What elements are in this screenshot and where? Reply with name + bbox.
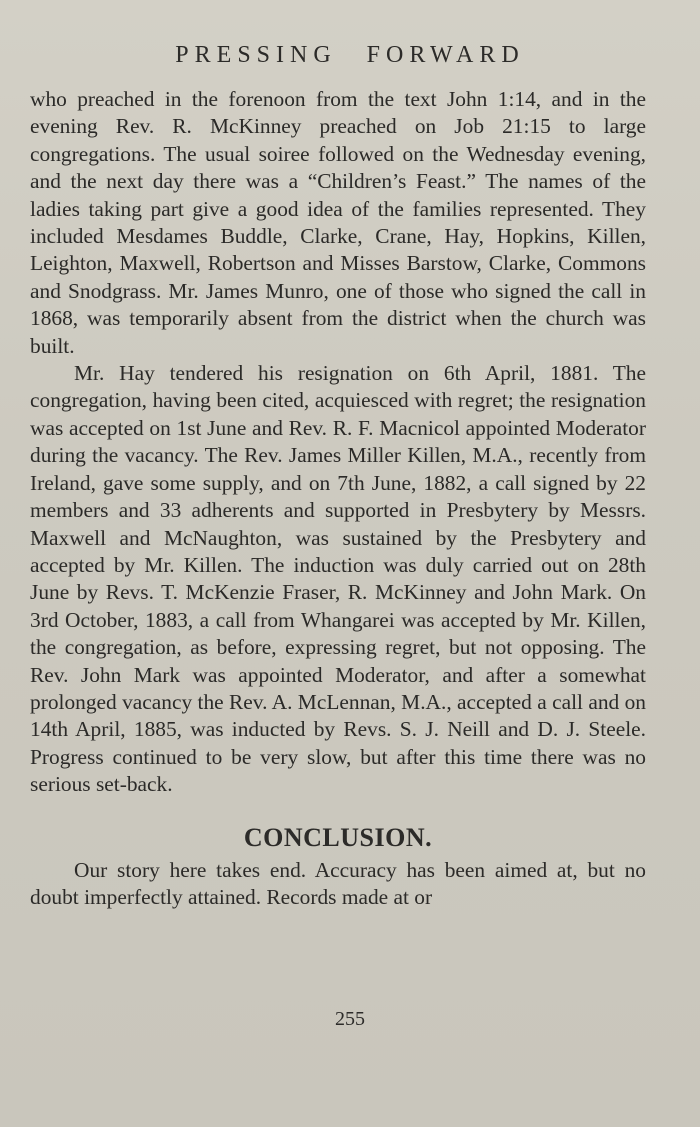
body-text xyxy=(30,86,646,911)
running-head: PRESSING FORWARD xyxy=(175,42,525,68)
section-heading: CONCLUSION. xyxy=(243,822,433,852)
paragraph-3: Our story here takes end. Accuracy has been aimed at, but no doubt imperfectly attained. Records made at or xyxy=(30,857,646,909)
paragraph-2: Mr. Hay tendered his resignation on 6th April, 1881. The congregation, having been cited, acquiesced with regret; the resignation was accepted on 1st June and Rev. R. F. Macnicol appointed Moderator during the vacancy. The Rev. James Miller Killen, M.A., recently from Ireland, gave some supply, and on 7th June, 1882, a call signed by 22 members and 33 adherents and supported in Presbytery by Messrs. Maxwell and McNaughton, was sustained by the Presbytery and accepted by Mr. Killen. The induction was duly carried out on 28th June by Revs. T. McKenzie Fraser, R. McKinney and John Mark. On 3rd October, 1883, a call from Whangarei was accepted by Mr. Killen, the congregation, as before, expressing regret, but not opposing. The Rev. John Mark was appointed Moderator, and after a somewhat prolonged vacancy the Rev. A. McLennan, M.A., accepted a call and on 14th April, 1885, was inducted by Revs. S. J. Neill and D. J. Steele. Progress continued to be very slow, but after this time there was no serious set-back. xyxy=(30,361,646,797)
page-number: 255 xyxy=(335,1008,365,1030)
paragraph-1: who preached in the forenoon from the text John 1:14, and in the evening Rev. R. McKinney preached on Job 21:15 to large congregations. The usual soiree followed on the Wednesday evening, and the next day there was a “Children’s Feast.” The names of the ladies taking part give a good idea of the families represented. They included Mesdames Buddle, Clarke, Crane, Hay, Hopkins, Killen, Leighton, Maxwell, Robertson and Misses Barstow, Clarke, Commons and Snodgrass. Mr. James Munro, one of those who signed the call in 1868, was temporarily absent from the district when the church was built. xyxy=(30,87,646,358)
